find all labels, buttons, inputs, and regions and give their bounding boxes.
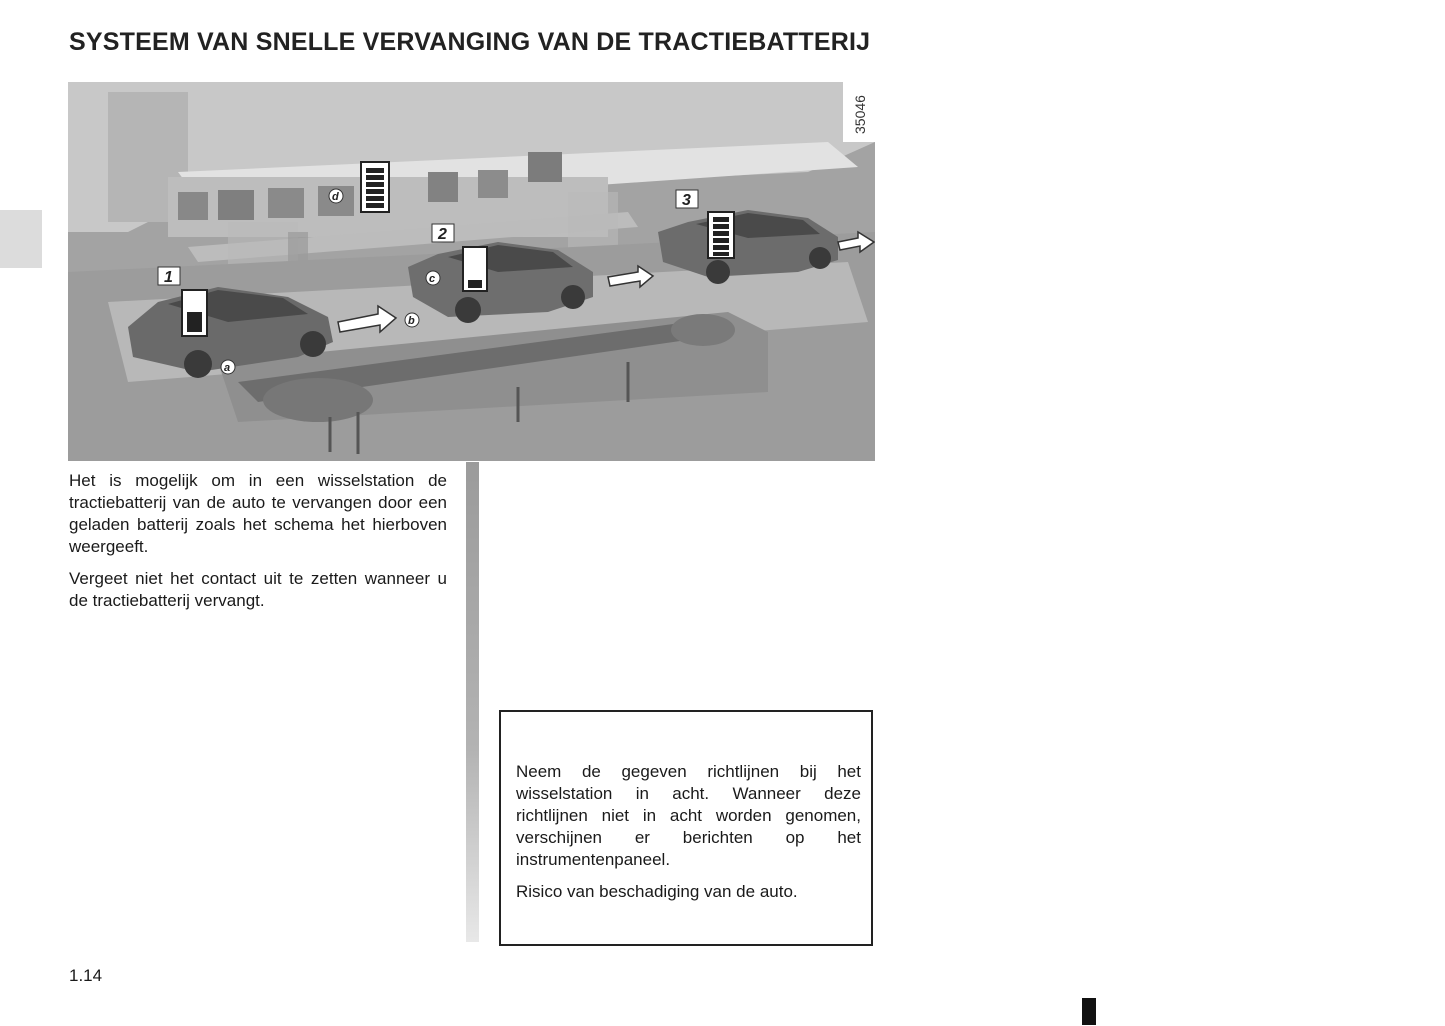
part-label-c: c bbox=[429, 273, 436, 285]
note-paragraph-2: Risico van beschadiging van de auto. bbox=[516, 882, 798, 901]
intro-paragraph-2: Vergeet niet het contact uit te zetten wanneer u de tractiebatterij vervangt. bbox=[69, 569, 447, 610]
figure-reference-number: 35046 bbox=[852, 95, 868, 134]
intro-text bbox=[69, 470, 447, 622]
battery-swap-illustration bbox=[68, 82, 875, 461]
note-paragraph-1: Neem de gegeven richtlijnen bij het wisselstation in acht. Wanneer deze richtlijnen niet in acht worden genomen, verschijnen er berichten op het instrumentenpaneel. bbox=[516, 762, 861, 869]
part-label-a: a bbox=[224, 362, 231, 374]
intro-paragraph-1: Het is mogelijk om in een wisselstation de tractiebatterij van de auto te vervangen door een geladen batterij zoals het schema het hierboven weergeeft. bbox=[69, 471, 447, 556]
chapter-tab bbox=[0, 210, 42, 268]
step-label-1: 1 bbox=[164, 269, 173, 286]
column-divider bbox=[466, 462, 479, 942]
page-corner-mark bbox=[1082, 998, 1096, 1025]
part-label-d: d bbox=[332, 191, 339, 203]
part-label-b: b bbox=[408, 315, 415, 327]
page-number: 1.14 bbox=[69, 966, 103, 985]
step-label-2: 2 bbox=[438, 226, 447, 243]
step-label-3: 3 bbox=[682, 192, 691, 209]
page-title: SYSTEEM VAN SNELLE VERVANGING VAN DE TRACTIEBATTERIJ bbox=[69, 28, 871, 56]
warning-note-box bbox=[499, 710, 873, 946]
